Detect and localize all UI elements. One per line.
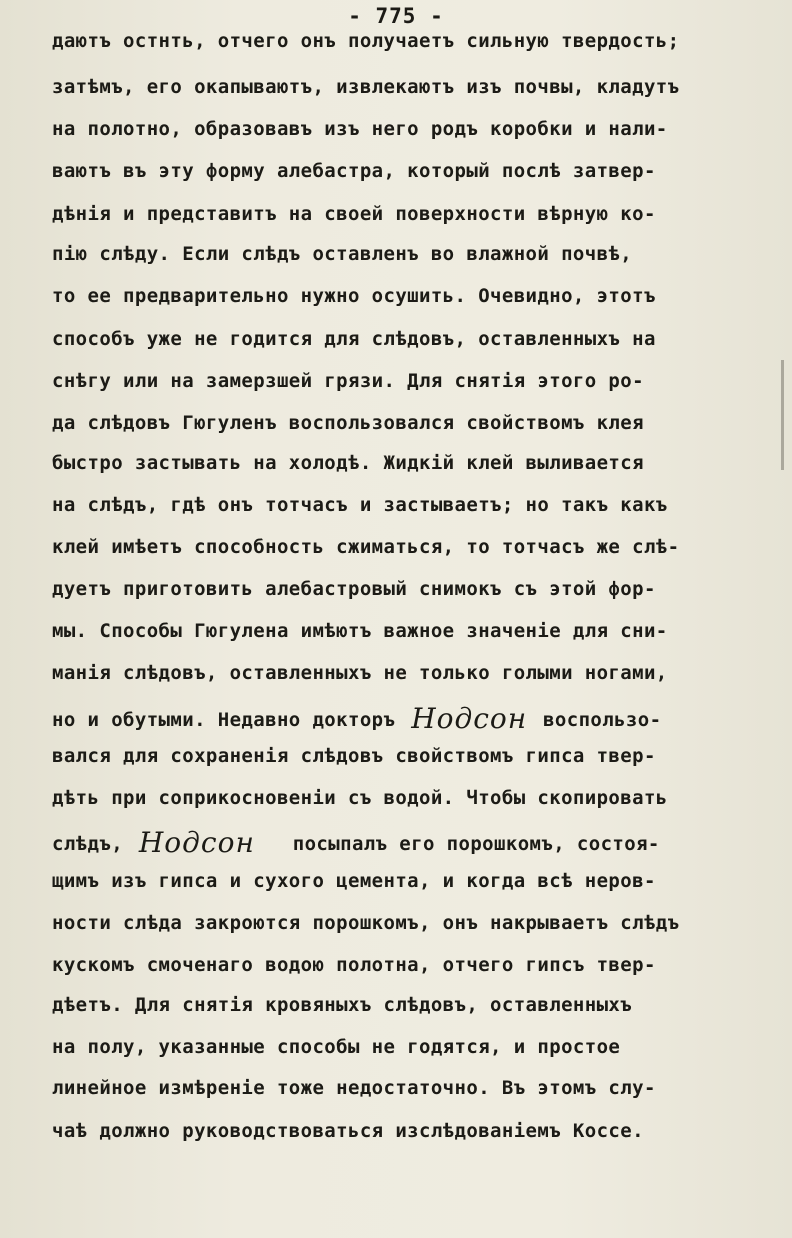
text-line: на полотно, образовавъ изъ него родъ коробки и нали- — [52, 118, 668, 140]
text-line: способъ уже не годится для слѣдовъ, оставленныхъ на — [52, 328, 656, 350]
text-line: на полу, указанные способы не годятся, и простое — [52, 1036, 621, 1058]
text-line: ваютъ въ эту форму алебастра, который послѣ затвер- — [52, 160, 656, 182]
scan-edge-mark — [781, 360, 784, 470]
text-line: быстро застывать на холодѣ. Жидкій клей выливается — [52, 452, 644, 474]
text-line: да слѣдовъ Гюгуленъ воспользовался свойствомъ клея — [52, 412, 644, 434]
text-fragment: но и обутыми. Недавно докторъ — [52, 709, 396, 731]
text-line: мы. Способы Гюгулена имѣютъ важное значеніе для сни- — [52, 620, 668, 642]
text-line: на слѣдъ, гдѣ онъ тотчасъ и застываетъ; но такъ какъ — [52, 494, 668, 516]
text-line: дуетъ приготовить алебастровый снимокъ съ этой фор- — [52, 578, 656, 600]
text-line: вался для сохраненія слѣдовъ свойствомъ гипса твер- — [52, 745, 656, 767]
text-line: снѣгу или на замерзшей грязи. Для снятія этого ро- — [52, 370, 644, 392]
page-number: - 775 - — [348, 4, 444, 28]
text-line: кускомъ смоченаго водою полотна, отчего гипсъ твер- — [52, 954, 656, 976]
text-line: дѣть при соприкосновеніи съ водой. Чтобы скопировать — [52, 787, 668, 809]
text-line: даютъ остнть, отчего онъ получаетъ сильную твердость; — [52, 30, 680, 52]
text-fragment: слѣдъ, — [52, 833, 124, 855]
text-line: клей имѣетъ способность сжиматься, то тотчасъ же слѣ- — [52, 536, 680, 558]
text-fragment: посыпалъ его порошкомъ, состоя- — [292, 833, 660, 855]
text-line: пію слѣду. Если слѣдъ оставленъ во влажной почвѣ, — [52, 243, 633, 265]
text-line: щимъ изъ гипса и сухого цемента, и когда всѣ неров- — [52, 870, 656, 892]
handwritten-name: Нодсон — [138, 826, 255, 859]
text-line: линейное измѣреніе тоже недостаточно. Въ этомъ слу- — [52, 1077, 656, 1099]
text-line: дѣнія и представитъ на своей поверхности вѣрную ко- — [52, 203, 656, 225]
text-line: затѣмъ, его окапываютъ, извлекаютъ изъ почвы, кладутъ — [52, 76, 680, 98]
text-line: дѣетъ. Для снятія кровяныхъ слѣдовъ, оставленныхъ — [52, 994, 633, 1016]
text-line: ности слѣда закроются порошкомъ, онъ накрываетъ слѣдъ — [52, 912, 680, 934]
text-line: чаѣ должно руководствоваться изслѣдованіемъ Коссе. — [52, 1120, 644, 1142]
text-fragment: воспользо- — [543, 709, 662, 731]
text-line-with-handwriting — [52, 824, 732, 857]
text-line: манія слѣдовъ, оставленныхъ не только голыми ногами, — [52, 662, 668, 684]
handwritten-name: Нодсон — [411, 702, 528, 735]
text-line-with-handwriting — [52, 700, 732, 733]
text-line: то ее предварительно нужно осушить. Очевидно, этотъ — [52, 285, 656, 307]
